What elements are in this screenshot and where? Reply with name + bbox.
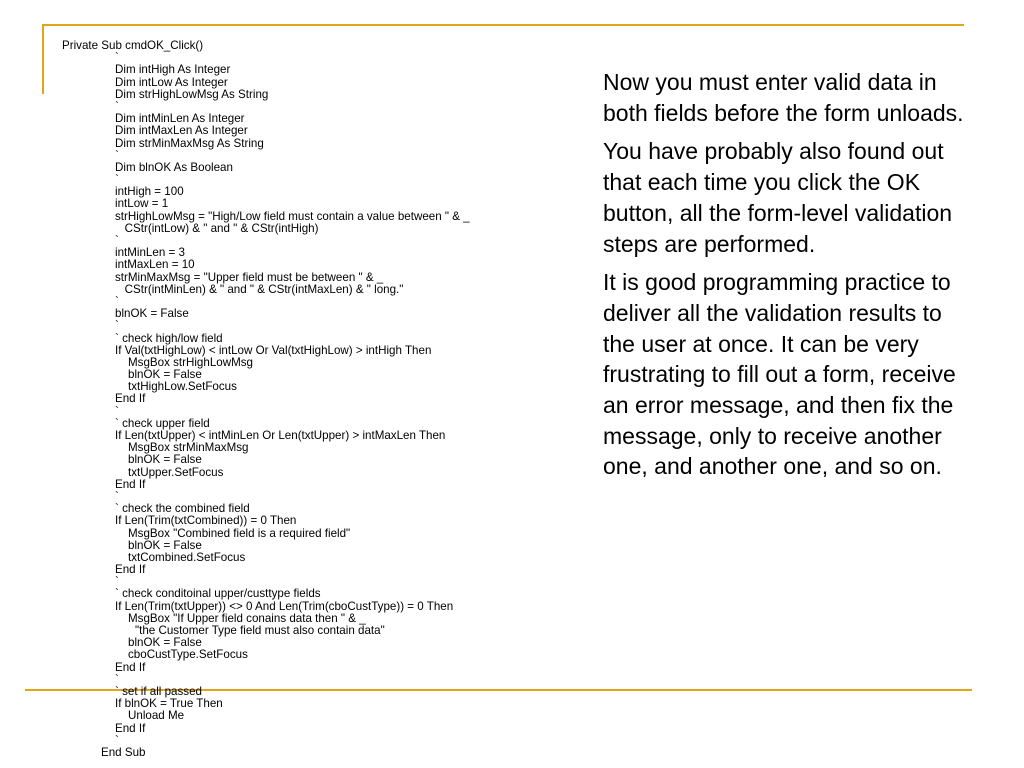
- code-line: blnOK = False: [115, 307, 189, 321]
- code-line: Dim strHighLowMsg As String: [115, 87, 269, 101]
- code-line: blnOK = False: [128, 368, 202, 382]
- code-line: ` check the combined field: [115, 502, 250, 516]
- code-line: intLow = 1: [115, 197, 169, 211]
- code-line: If Len(txtUpper) < intMinLen Or Len(txtUpper) > intMaxLen Then: [115, 429, 446, 442]
- code-line: Private Sub cmdOK_Click(): [62, 39, 204, 52]
- code-line: MsgBox strHighLowMsg: [128, 355, 253, 369]
- code-line: Dim intHigh As Integer: [115, 63, 231, 77]
- code-line: "the Customer Type field must also contain data": [135, 624, 385, 637]
- code-line: strHighLowMsg = "High/Low field must contain a value between " & _: [115, 209, 470, 223]
- paragraph-1: Now you must enter valid data in both fields before the form unloads.: [603, 69, 964, 126]
- code-line: blnOK = False: [128, 538, 202, 552]
- explanation-text: [603, 67, 968, 490]
- code-line: If blnOK = True Then: [115, 697, 223, 711]
- code-line: `: [115, 733, 119, 747]
- code-listing: [0, 40, 560, 759]
- code-line: End If: [115, 563, 146, 577]
- code-line: End If: [115, 660, 146, 674]
- code-line: MsgBox "If Upper field conains data then " & _: [128, 611, 366, 625]
- code-line: If Len(Trim(txtCombined)) = 0 Then: [115, 514, 297, 528]
- code-line: `: [115, 51, 119, 65]
- code-line: ` set if all passed: [115, 684, 202, 698]
- code-line: cboCustType.SetFocus: [128, 648, 248, 662]
- code-line: blnOK = False: [128, 636, 202, 650]
- code-line: Dim blnOK As Boolean: [115, 160, 233, 174]
- code-line: `: [115, 99, 119, 113]
- code-line: `: [115, 319, 119, 333]
- code-line: intHigh = 100: [115, 185, 184, 199]
- code-line: blnOK = False: [128, 453, 202, 467]
- code-line: txtHighLow.SetFocus: [128, 380, 237, 394]
- code-line: intMinLen = 3: [115, 246, 185, 260]
- code-line: intMaxLen = 10: [115, 258, 195, 272]
- code-line: `: [115, 672, 119, 686]
- code-line: `: [115, 148, 119, 162]
- code-line: `: [115, 404, 119, 418]
- code-line: Dim intMaxLen As Integer: [115, 124, 248, 138]
- code-line: txtCombined.SetFocus: [128, 550, 246, 564]
- code-line: MsgBox "Combined field is a required field": [128, 526, 351, 540]
- code-line: End If: [115, 477, 146, 491]
- code-line: End If: [115, 392, 146, 406]
- code-line: If Val(txtHighLow) < intLow Or Val(txtHighLow) > intHigh Then: [115, 343, 432, 357]
- code-line: CStr(intLow) & " and " & CStr(intHigh): [115, 221, 319, 235]
- code-line: Dim intMinLen As Integer: [115, 112, 245, 126]
- code-line: `: [115, 294, 119, 308]
- code-line: `: [115, 489, 119, 503]
- code-line: ` check high/low field: [115, 331, 223, 345]
- code-line: Dim intLow As Integer: [115, 75, 228, 89]
- code-line: strMinMaxMsg = "Upper field must be between " & _: [115, 270, 384, 284]
- code-line: MsgBox strMinMaxMsg: [128, 441, 249, 455]
- code-line: ` check upper field: [115, 416, 210, 430]
- paragraph-3: It is good programming practice to deliver all the validation results to the user at once. It can be very frustrating to fill out a form, receive an error message, and then fix the message, only to receive another one, and another one, and so on.: [603, 269, 956, 480]
- code-line: If Len(Trim(txtUpper)) <> 0 And Len(Trim(cboCustType)) = 0 Then: [115, 599, 454, 613]
- code-line: End Sub: [101, 745, 146, 759]
- code-line: `: [115, 575, 119, 589]
- code-line: ` check conditoinal upper/custtype fields: [115, 587, 321, 601]
- code-line: txtUpper.SetFocus: [128, 465, 224, 479]
- paragraph-2: You have probably also found out that each time you click the OK button, all the form-level validation steps are performed.: [603, 138, 953, 257]
- code-line: End If: [115, 721, 146, 735]
- code-line: `: [115, 173, 119, 187]
- top-accent-rule: [42, 24, 964, 26]
- code-line: CStr(intMinLen) & " and " & CStr(intMaxLen) & " long.": [115, 282, 404, 296]
- code-line: Dim strMinMaxMsg As String: [115, 136, 264, 150]
- code-line: `: [115, 234, 119, 247]
- code-line: Unload Me: [128, 709, 185, 723]
